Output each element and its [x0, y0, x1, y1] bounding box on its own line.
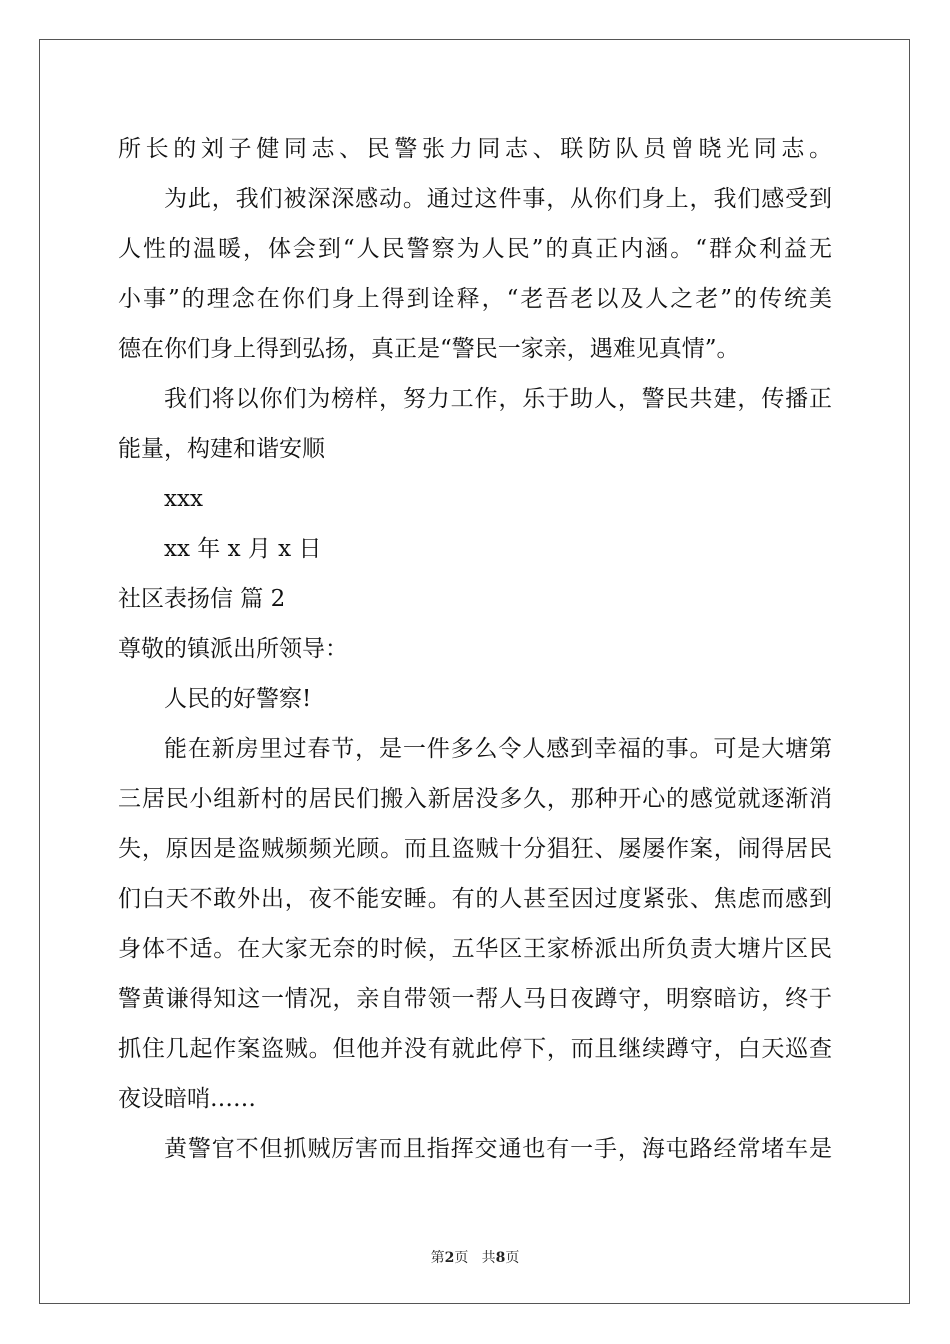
text-line: 我们将以你们为榜样，努力工作，乐于助人，警民共建，传播正 [164, 386, 832, 412]
footer-total-prefix: 共 [481, 1250, 496, 1266]
signature-date: xx 年 x 月 x 日 [164, 536, 322, 562]
text-line: 黄警官不但抓贼厉害而且指挥交通也有一手，海屯路经常堵车是 [164, 1136, 832, 1162]
text-line: 能量，构建和谐安顺 [118, 436, 325, 462]
page-footer [0, 1247, 950, 1267]
signature-name: xxx [164, 486, 203, 512]
text-line: 德在你们身上得到弘扬，真正是“警民一家亲，遇难见真情”。 [118, 336, 740, 362]
text-line: 抓住几起作案盗贼。但他并没有就此停下，而且继续蹲守，白天巡查 [118, 1036, 832, 1062]
text-line: 夜设暗哨…… [118, 1086, 256, 1112]
text-line: 小事”的理念在你们身上得到诠释，“老吾老以及人之老”的传统美 [118, 286, 832, 312]
text-line: 为此，我们被深深感动。通过这件事，从你们身上，我们感受到 [164, 186, 832, 212]
footer-total-suffix: 页 [505, 1250, 520, 1266]
footer-page-suffix: 页 [454, 1250, 469, 1266]
salutation: 尊敬的镇派出所领导： [118, 636, 348, 662]
footer-page-number: 2 [444, 1250, 455, 1266]
footer-prefix: 第 [430, 1250, 445, 1266]
text-line: 能在新房里过春节，是一件多么令人感到幸福的事。可是大塘第 [164, 736, 832, 762]
text-line: 失，原因是盗贼频频光顾。而且盗贼十分猖狂、屡屡作案，闹得居民 [118, 836, 832, 862]
text-line: 们白天不敢外出，夜不能安睡。有的人甚至因过度紧张、焦虑而感到 [118, 886, 832, 912]
text-line: 人民的好警察! [164, 686, 312, 712]
text-line: 所长的刘子健同志、民警张力同志、联防队员曾晓光同志。 [118, 136, 832, 162]
footer-total-pages: 8 [495, 1250, 506, 1266]
text-line: 身体不适。在大家无奈的时候，五华区王家桥派出所负责大塘片区民 [118, 936, 832, 962]
text-line: 三居民小组新村的居民们搬入新居没多久，那种开心的感觉就逐渐消 [118, 786, 832, 812]
text-line: 人性的温暖，体会到“人民警察为人民”的真正内涵。“群众利益无 [118, 236, 832, 262]
page-border [39, 39, 910, 1304]
section-heading: 社区表扬信 篇 2 [118, 586, 286, 612]
text-line: 警黄谦得知这一情况，亲自带领一帮人马日夜蹲守，明察暗访，终于 [118, 986, 832, 1012]
